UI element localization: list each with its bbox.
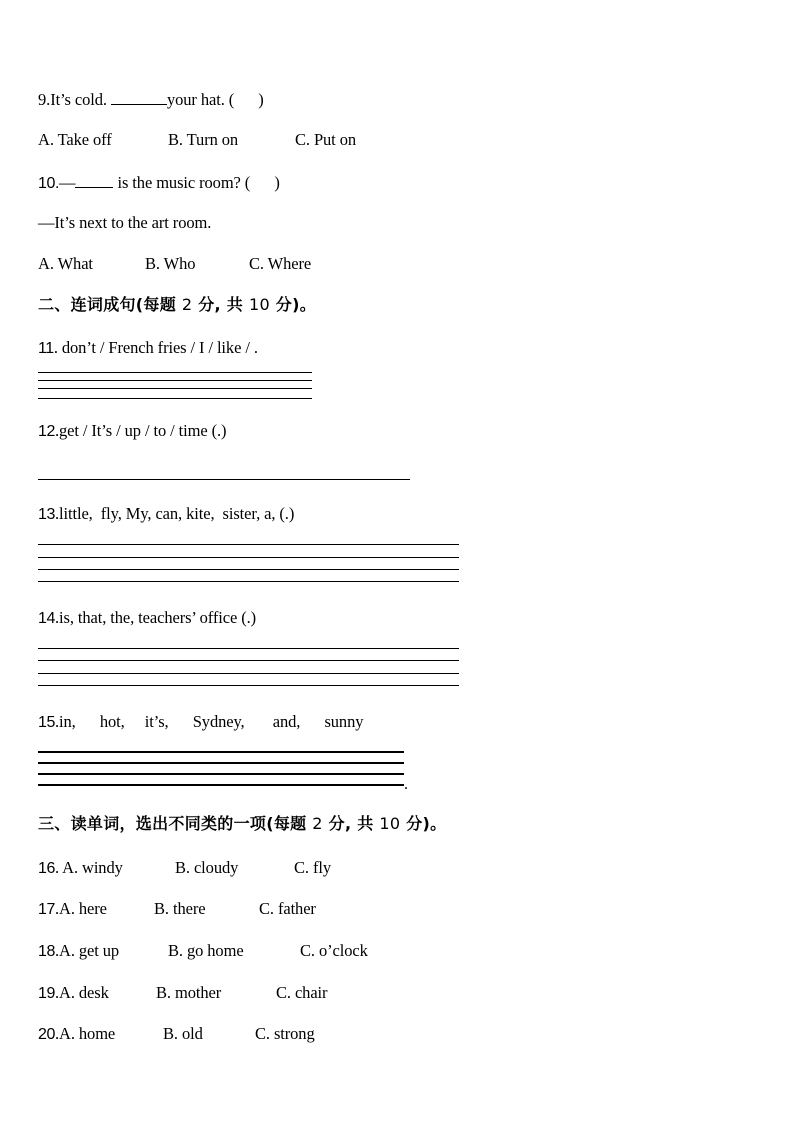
question-13-text: .little, fly, My, can, kite, sister, a, (.) [55, 504, 295, 523]
section-2-suffix: 分)。 [269, 295, 317, 314]
section-2-mid: 分, 共 [192, 295, 249, 314]
question-9-text-after: your hat. ( ) [166, 90, 264, 109]
question-16 [38, 858, 331, 879]
question-15-end-period: . [404, 776, 408, 793]
question-17-option-a[interactable]: .A. here [55, 899, 107, 918]
question-17-option-b[interactable]: B. there [154, 899, 206, 918]
question-9-blank[interactable] [111, 88, 167, 105]
section-3-heading [38, 814, 446, 834]
question-9-option-a[interactable]: A. Take off [38, 130, 112, 149]
answer-line-14-1[interactable] [38, 648, 459, 649]
question-20-option-a[interactable]: .A. home [55, 1024, 116, 1043]
answer-line-14-3[interactable] [38, 673, 459, 674]
question-10-number: 10. [38, 175, 60, 192]
answer-line-14-2[interactable] [38, 660, 459, 661]
section-3-mid: 分, 共 [322, 814, 380, 833]
question-18-option-b[interactable]: B. go home [168, 941, 244, 960]
question-11 [38, 338, 258, 359]
answer-line-15-1[interactable] [38, 751, 404, 753]
question-12-number: 12 [38, 423, 55, 440]
question-13-number: 13 [38, 506, 55, 523]
question-20-option-b[interactable]: B. old [163, 1024, 203, 1043]
question-17-option-c[interactable]: C. father [259, 899, 316, 918]
question-9-option-c[interactable]: C. Put on [295, 130, 356, 149]
question-14 [38, 608, 256, 629]
section-3-points-each: 2 [312, 814, 323, 833]
question-9-option-b[interactable]: B. Turn on [168, 130, 239, 149]
answer-line-13-3[interactable] [38, 569, 459, 570]
question-19-option-a[interactable]: .A. desk [55, 983, 109, 1002]
question-14-text: .is, that, the, teachers’ office (.) [55, 608, 257, 627]
question-16-number: 16 [38, 860, 55, 877]
question-10-answer: —It’s next to the art room. [38, 213, 212, 232]
question-10-option-b[interactable]: B. Who [145, 254, 196, 273]
question-10-blank[interactable] [75, 171, 113, 188]
answer-line-15-3[interactable] [38, 773, 404, 775]
answer-line-13-1[interactable] [38, 544, 459, 545]
question-20 [38, 1024, 315, 1045]
question-19-number: 19 [38, 985, 55, 1002]
answer-line-11-1[interactable] [38, 372, 312, 373]
answer-line-15-2[interactable] [38, 762, 404, 764]
section-3-points-total: 10 [379, 814, 401, 833]
question-11-number: 11 [38, 340, 54, 357]
answer-line-14-4[interactable] [38, 685, 459, 686]
question-12-text: .get / It’s / up / to / time (.) [55, 421, 227, 440]
answer-line-11-2[interactable] [38, 380, 312, 381]
question-14-number: 14 [38, 610, 55, 627]
question-18-number: 18 [38, 943, 55, 960]
question-15-number: 15 [38, 714, 55, 731]
section-2-points-each: 2 [181, 295, 193, 314]
question-19-option-b[interactable]: B. mother [156, 983, 222, 1002]
question-19 [38, 983, 327, 1004]
question-15 [38, 712, 363, 733]
question-10-options [38, 254, 311, 274]
question-18-option-c[interactable]: C. o’clock [300, 941, 368, 960]
answer-line-13-4[interactable] [38, 581, 459, 582]
question-12 [38, 421, 226, 442]
answer-line-13-2[interactable] [38, 557, 459, 558]
section-2-heading [38, 295, 316, 315]
question-9-number: 9. [38, 90, 51, 109]
question-20-number: 20 [38, 1026, 55, 1043]
question-11-text: . don’t / French fries / I / like / . [53, 338, 258, 357]
section-2-points-total: 10 [248, 295, 270, 314]
question-17-number: 17 [38, 901, 55, 918]
question-10-text-after: is the music room? ( ) [113, 173, 280, 192]
question-15-text: .in, hot, it’s, Sydney, and, sunny [55, 712, 364, 731]
question-10 [38, 171, 280, 194]
section-3-suffix: 分)。 [400, 814, 447, 833]
answer-line-12[interactable] [38, 479, 410, 480]
question-17 [38, 899, 316, 920]
question-16-option-b[interactable]: B. cloudy [175, 858, 239, 877]
question-13 [38, 504, 294, 525]
question-10-dash: — [59, 173, 76, 192]
question-20-option-c[interactable]: C. strong [255, 1024, 315, 1043]
question-16-option-a[interactable]: . A. windy [55, 858, 123, 877]
question-9-options [38, 130, 356, 150]
question-10-option-c[interactable]: C. Where [249, 254, 312, 273]
answer-line-11-3[interactable] [38, 388, 312, 389]
question-16-option-c[interactable]: C. fly [294, 858, 331, 877]
section-2-prefix: 二、连词成句(每题 [38, 295, 182, 314]
section-3-prefix: 三、读单词，选出不同类的一项(每题 [38, 814, 313, 833]
answer-line-15-4[interactable] [38, 784, 404, 786]
question-9-text-before: It’s cold. [50, 90, 111, 109]
question-19-option-c[interactable]: C. chair [276, 983, 328, 1002]
answer-line-11-4[interactable] [38, 398, 312, 399]
question-18-option-a[interactable]: .A. get up [55, 941, 120, 960]
question-18 [38, 941, 368, 962]
question-9 [38, 88, 264, 110]
question-10-option-a[interactable]: A. What [38, 254, 93, 273]
